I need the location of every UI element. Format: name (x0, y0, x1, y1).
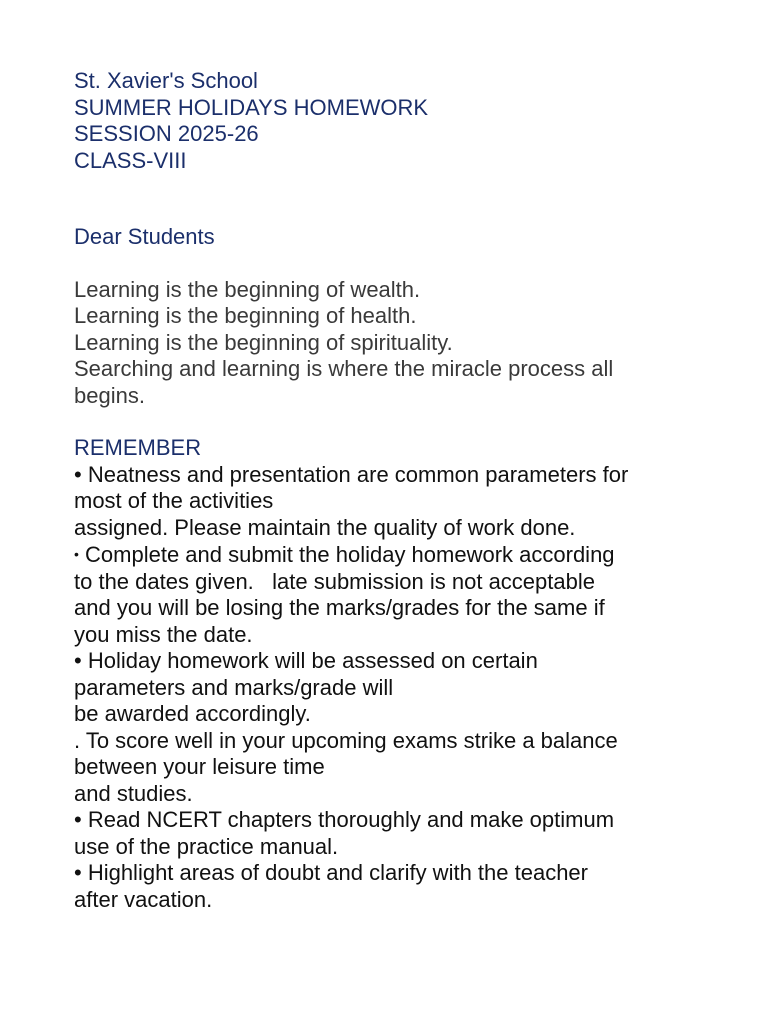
remember-line: most of the activities (74, 488, 274, 513)
spacer (74, 174, 714, 224)
remember-line: be awarded accordingly. (74, 701, 311, 726)
remember-line: • Read NCERT chapters thoroughly and make optimum (74, 807, 615, 832)
document-page (74, 68, 714, 913)
remember-line: to the dates given. late submission is not acceptable (74, 568, 595, 594)
session-label: SESSION 2025-26 (74, 121, 259, 146)
bullet-dot: • (74, 546, 79, 562)
spacer (74, 251, 714, 277)
remember-line: • Neatness and presentation are common parameters for (74, 461, 629, 487)
remember-line: use of the practice manual. (74, 833, 339, 859)
remember-heading: REMEMBER (74, 435, 202, 460)
remember-line: parameters and marks/grade will (74, 674, 394, 700)
quote-line: Learning is the beginning of wealth. (74, 276, 421, 302)
remember-line: . To score well in your upcoming exams strike a balance (74, 727, 618, 753)
quote-line: Learning is the beginning of health. (74, 303, 417, 328)
remember-line-text: Complete and submit the holiday homework according (85, 542, 615, 567)
remember-line: • Highlight areas of doubt and clarify with the teacher (74, 860, 588, 885)
quote-line: Searching and learning is where the miracle process all (74, 356, 614, 381)
quote-line: begins. (74, 382, 145, 408)
remember-line: and studies. (74, 780, 193, 806)
school-name: St. Xavier's School (74, 68, 258, 93)
spacer (74, 409, 714, 435)
remember-line (74, 541, 714, 569)
remember-line: and you will be losing the marks/grades for the same if (74, 595, 605, 620)
remember-line: you miss the date. (74, 621, 253, 647)
remember-line: assigned. Please maintain the quality of work done. (74, 514, 576, 540)
remember-line: after vacation. (74, 886, 213, 912)
greeting: Dear Students (74, 224, 215, 249)
remember-line: between your leisure time (74, 754, 325, 779)
remember-line: • Holiday homework will be assessed on certain (74, 648, 538, 673)
class-label: CLASS-VIII (74, 147, 187, 173)
document-title: SUMMER HOLIDAYS HOMEWORK (74, 94, 429, 120)
quote-line: Learning is the beginning of spirituality. (74, 329, 453, 355)
